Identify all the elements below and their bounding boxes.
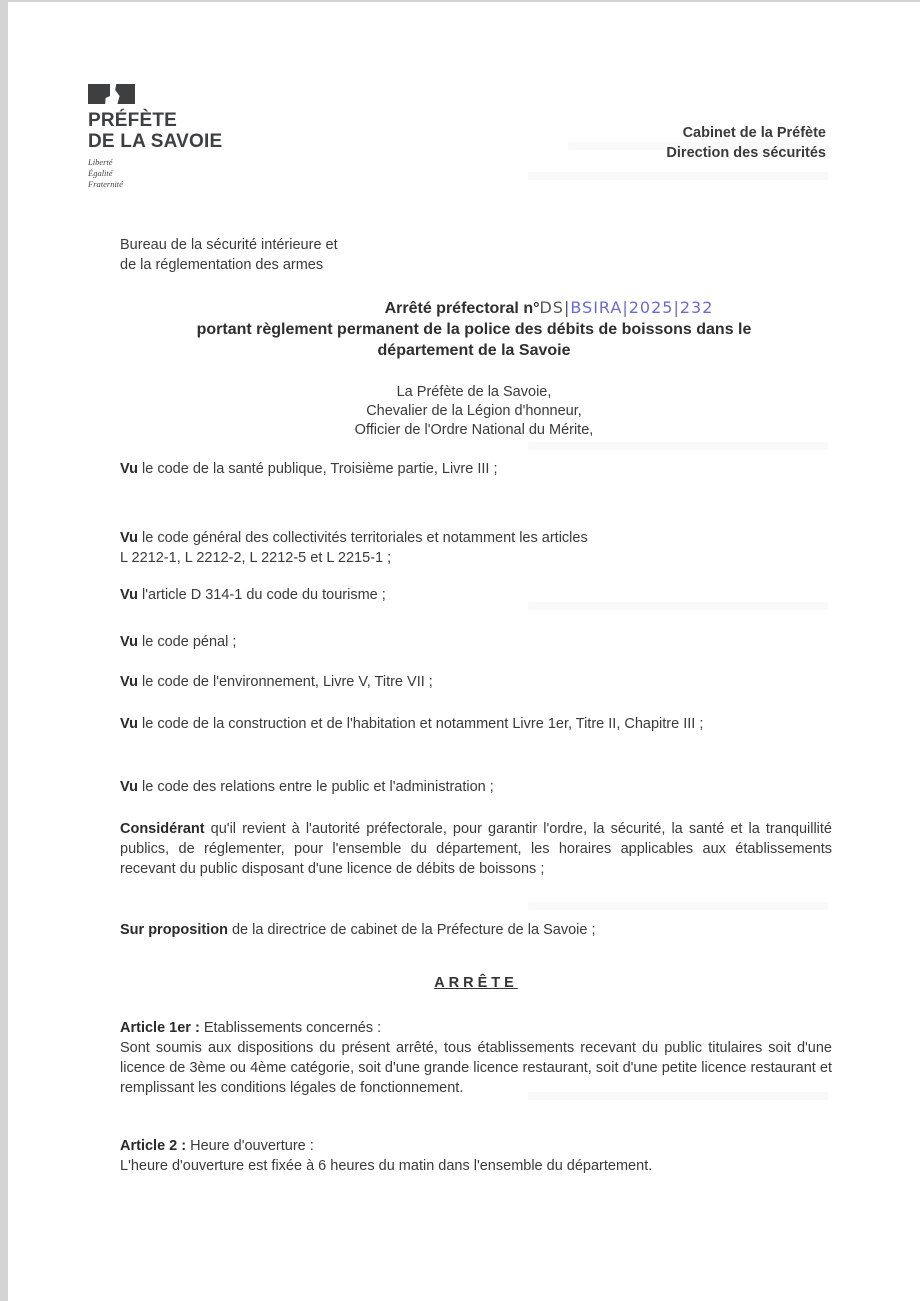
bleed-through bbox=[528, 442, 828, 450]
article-body: L'heure d'ouverture est fixée à 6 heures du matin dans l'ensemble du département. bbox=[120, 1158, 653, 1174]
visa-text: le code de l'environnement, Livre V, Titre VII ; bbox=[138, 674, 433, 690]
visa-3 bbox=[120, 585, 832, 605]
article-label: Article 1er : bbox=[120, 1020, 200, 1036]
service-line2: Direction des sécurités bbox=[666, 145, 826, 161]
article-title: Etablissements concernés : bbox=[199, 1020, 382, 1036]
motto bbox=[88, 157, 222, 190]
visa-1 bbox=[120, 459, 832, 479]
visa-lead: Vu bbox=[120, 634, 138, 650]
visa-lead: Vu bbox=[120, 530, 138, 546]
visa-lead: Vu bbox=[120, 674, 138, 690]
prefecture-logo bbox=[88, 84, 222, 190]
article-label: Article 2 : bbox=[120, 1138, 187, 1154]
logo-name bbox=[88, 110, 222, 152]
reference-prefix: DS| bbox=[539, 298, 571, 317]
proposition-lead: Sur proposition bbox=[120, 922, 228, 938]
bleed-through bbox=[528, 172, 828, 180]
article-2-heading bbox=[120, 1136, 832, 1156]
visa-text: le code des relations entre le public et l'administration ; bbox=[138, 779, 494, 795]
document-page bbox=[8, 2, 920, 1301]
proposition bbox=[120, 920, 832, 940]
service-line1: Cabinet de la Préfète bbox=[682, 125, 826, 141]
visa-lead: Vu bbox=[120, 716, 138, 732]
visa-text-continued: L 2212-1, L 2212-2, L 2212-5 et L 2215-1 ; bbox=[120, 550, 392, 566]
visa-lead: Vu bbox=[120, 587, 138, 603]
motto-fraternite: Fraternité bbox=[88, 179, 123, 189]
reference-number: BSIRA|2025|232 bbox=[570, 298, 714, 317]
visa-text: l'article D 314-1 du code du tourisme ; bbox=[138, 587, 386, 603]
article-1-heading bbox=[120, 1018, 832, 1038]
motto-liberte: Liberté bbox=[88, 157, 113, 167]
visa-text: le code général des collectivités territoriales et notamment les articles bbox=[138, 530, 588, 546]
handwritten-reference bbox=[539, 298, 713, 317]
visa-4 bbox=[120, 632, 832, 652]
authority-line1: La Préfète de la Savoie, bbox=[396, 384, 552, 400]
article-1 bbox=[120, 1018, 832, 1098]
title-line3: département de la Savoie bbox=[377, 342, 571, 359]
logo-name-line1: PRÉFÈTE bbox=[88, 110, 178, 131]
visa-lead: Vu bbox=[120, 779, 138, 795]
authority-block bbox=[120, 383, 828, 440]
considerant-lead: Considérant bbox=[120, 821, 205, 837]
visa-lead: Vu bbox=[120, 461, 138, 477]
visa-5 bbox=[120, 672, 832, 692]
visa-6 bbox=[120, 714, 832, 734]
considerant bbox=[120, 819, 832, 879]
article-body: Sont soumis aux dispositions du présent arrêté, tous établissements recevant du public titulaires soit d'une licence de 3ème ou 4ème catégorie, soit d'une grande licence restaurant, soit d'une petite licence restaurant et remplissant les conditions légales de fonctionnement. bbox=[120, 1040, 832, 1096]
visa-2 bbox=[120, 528, 832, 568]
bureau-line2: de la réglementation des armes bbox=[120, 257, 324, 273]
article-title: Heure d'ouverture : bbox=[186, 1138, 314, 1154]
title-line1 bbox=[120, 297, 828, 319]
issuing-service bbox=[666, 123, 826, 163]
visa-text: le code de la santé publique, Troisième partie, Livre III ; bbox=[138, 461, 498, 477]
authority-line2: Chevalier de la Légion d'honneur, bbox=[366, 403, 582, 419]
title-line2: portant règlement permanent de la police des débits de boissons dans le bbox=[196, 321, 752, 338]
visa-7 bbox=[120, 777, 832, 797]
article-2 bbox=[120, 1136, 832, 1176]
logo-name-line2: DE LA SAVOIE bbox=[88, 131, 223, 152]
visa-text: le code pénal ; bbox=[138, 634, 237, 650]
considerant-text: qu'il revient à l'autorité préfectorale, pour garantir l'ordre, la sécurité, la santé et la tranquillité publics, de réglementer, pour l'ensemble du département, les horaires applicables aux établissements recevant du public disposant d'une licence de débits de boissons ; bbox=[120, 821, 832, 877]
document-title bbox=[120, 297, 828, 361]
authority-line3: Officier de l'Ordre National du Mérite, bbox=[354, 422, 594, 438]
title-arrete-label: Arrêté préfectoral n° bbox=[384, 300, 540, 317]
marianne-logo-icon bbox=[88, 84, 222, 105]
motto-egalite: Égalité bbox=[88, 168, 113, 178]
arrete-heading: ARRÊTE bbox=[434, 975, 518, 991]
bureau bbox=[120, 235, 338, 275]
visa-text: le code de la construction et de l'habitation et notamment Livre 1er, Titre II, Chapitre III ; bbox=[138, 716, 704, 732]
bureau-line1: Bureau de la sécurité intérieure et bbox=[120, 237, 338, 253]
proposition-text: de la directrice de cabinet de la Préfecture de la Savoie ; bbox=[227, 922, 596, 938]
bleed-through bbox=[528, 902, 828, 910]
